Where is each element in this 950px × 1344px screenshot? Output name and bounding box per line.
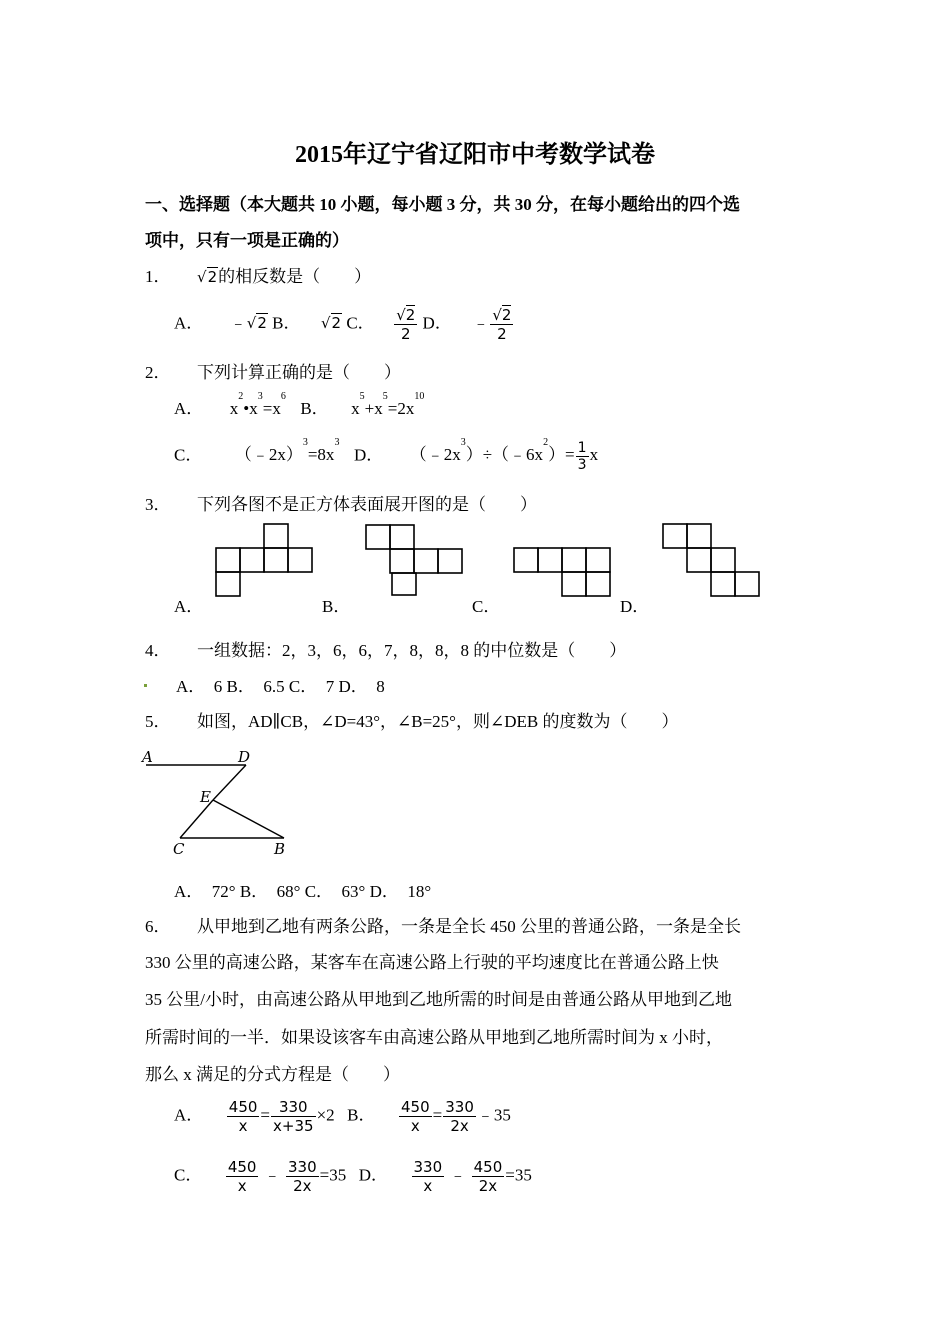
fraction-450-over-x: $\frac{450}{x}$: [228, 1098, 258, 1135]
fraction-sqrt2-over-2: $\frac{√2}{2}$: [492, 306, 512, 343]
question-number: 6．: [145, 917, 171, 936]
option-b-label: B．: [272, 313, 301, 333]
net-b-label: B．: [322, 597, 351, 616]
point-e-label: E: [200, 788, 211, 806]
option-d-label: D．: [422, 313, 452, 333]
fraction-450-over-2x: $\frac{450}{2x}$: [473, 1158, 503, 1195]
page-title: 2015年辽宁省辽阳市中考数学试卷: [295, 142, 655, 168]
fraction-330-over-2x: $\frac{330}{2x}$: [287, 1158, 317, 1195]
net-d: [663, 524, 759, 596]
question-2: [145, 358, 401, 383]
equals-35: =35: [505, 1165, 532, 1185]
geometry-figure: [140, 745, 300, 860]
question-number: 3．: [145, 495, 171, 514]
question-stem: 下列计算正确的是（ ）: [197, 363, 401, 382]
section-heading-line1: 一、选择题（本大题共 10 小题，每小题 3 分，共 30 分，在每小题给出的四个选: [145, 195, 740, 214]
point-a-label: A: [142, 748, 153, 766]
question-6-line5: 那么 x 满足的分式方程是（ ）: [145, 1065, 400, 1084]
point-c-label: C: [173, 840, 185, 858]
option-c-label: C．: [174, 445, 203, 465]
question-6-line2: 330 公里的高速公路，某客车在高速公路上行驶的平均速度比在普通公路上快: [145, 953, 719, 972]
net-c-label: C．: [472, 597, 501, 616]
section-heading-line2: 项中，只有一项是正确的）: [145, 231, 349, 250]
question-stem: 的相反数是（ ）: [218, 267, 372, 286]
times-2: ×2: [316, 1105, 335, 1125]
question-stem: 从甲地到乙地有两条公路，一条是全长 450 公里的普通公路，一条是全长: [197, 917, 741, 936]
question-5: [145, 707, 678, 732]
option-a-label: A．: [174, 313, 204, 333]
fraction-450-over-x: $\frac{450}{x}$: [401, 1098, 430, 1135]
question-1-options: [174, 306, 514, 343]
option-a-expr: $x^2•x^3=x^6$: [229, 391, 286, 418]
option-c-label: C．: [346, 313, 375, 333]
minus-sign: ﹣: [229, 313, 247, 333]
net-a-label: A．: [174, 597, 204, 616]
option-b-label: B．: [300, 399, 329, 418]
question-3: [145, 490, 537, 515]
sqrt-2: √2: [197, 268, 218, 286]
option-d-label: D．: [353, 445, 384, 465]
net-c: [514, 548, 610, 596]
question-6-line1: [145, 912, 741, 937]
option-d-expr: $(﹣2x^3)\div(﹣6x^2)=$ $\frac{1}{3}$ x: [409, 437, 599, 473]
minus-sign: ﹣: [472, 313, 490, 333]
option-c-expr: $(﹣2x)^3=8x^3$: [234, 437, 340, 465]
option-d-label: D．: [358, 1165, 388, 1185]
question-6-line3: 35 公里/小时，由高速公路从甲地到乙地所需的时间是由普通公路从甲地到乙地: [145, 990, 732, 1009]
bullet-dot: [144, 684, 147, 687]
option-a-label: A．: [174, 1105, 204, 1125]
question-4-options: A． 6 B． 6.5 C． 7 D． 8: [176, 677, 385, 696]
question-stem: 一组数据：2，3，6，6，7，8，8，8 的中位数是（ ）: [197, 641, 627, 660]
question-number: 4．: [145, 641, 171, 660]
minus-35: ﹣35: [476, 1105, 511, 1125]
question-6-options-cd: C． $\frac{450}{x}$ ﹣ $\frac{330}{2x}$ =35 D． $\frac{330}{x}$ ﹣ $\frac{450}{2x}$ =35: [174, 1158, 532, 1195]
question-6-options-ab: A． $\frac{450}{x}$ = $\frac{330}{x+35}$ ×2 B． $\frac{450}{x}$ = $\frac{330}{2x}$ ﹣35: [174, 1098, 511, 1135]
question-number: 2．: [145, 363, 171, 382]
fraction-330-over-2x: $\frac{330}{2x}$: [445, 1098, 474, 1135]
question-1: [145, 262, 371, 287]
net-b: [366, 525, 462, 595]
fraction-330-over-x-plus-35: $\frac{330}{x+35}$: [273, 1098, 314, 1135]
question-4: [145, 636, 626, 661]
option-b-label: B．: [347, 1105, 376, 1125]
question-2-options-cd: [174, 437, 599, 473]
fraction-330-over-x: $\frac{330}{x}$: [413, 1158, 443, 1195]
fraction-450-over-x: $\frac{450}{x}$: [227, 1158, 257, 1195]
question-stem: 下列各图不是正方体表面展开图的是（ ）: [197, 495, 537, 514]
fraction-sqrt2-over-2: $\frac{√2}{2}$: [396, 306, 416, 343]
option-b-expr: $x^5+x^5=2x^{10}$: [351, 391, 425, 418]
option-c-label: C．: [174, 1165, 203, 1185]
point-b-label: B: [274, 840, 286, 858]
net-d-label: D．: [620, 597, 650, 616]
sqrt-2: √2: [320, 314, 342, 333]
question-number: 5．: [145, 712, 171, 731]
question-stem: 如图，AD∥CB，∠D=43°，∠B=25°，则∠DEB 的度数为（ ）: [197, 712, 679, 731]
net-a: [216, 524, 312, 596]
point-d-label: D: [238, 748, 251, 766]
option-a-label: A．: [174, 399, 204, 418]
question-number: 1．: [145, 267, 171, 286]
question-2-options-ab: [174, 391, 425, 419]
cube-nets-figure: [140, 515, 780, 615]
equals-35: =35: [319, 1165, 347, 1185]
question-5-options: A． 72° B． 68° C． 63° D． 18°: [174, 882, 432, 901]
question-6-line4: 所需时间的一半．如果设该客车由高速公路从甲地到乙地所需时间为 x 小时，: [145, 1028, 723, 1047]
sqrt-2: √2: [246, 314, 267, 333]
